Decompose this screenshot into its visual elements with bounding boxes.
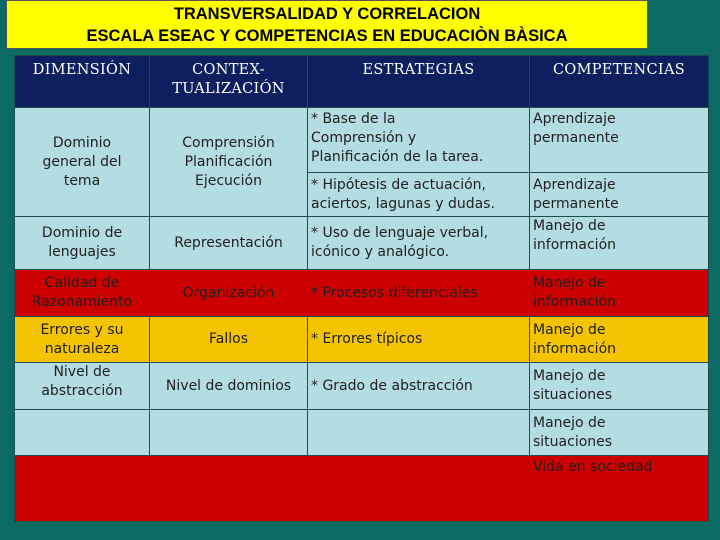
cell-line: Manejo de <box>533 368 606 384</box>
cell-line: icónico y analógico. <box>311 244 450 260</box>
cell-line: Fallos <box>209 331 248 347</box>
cell-contextualizacion <box>150 108 308 217</box>
table-row <box>15 270 709 317</box>
cell-empty <box>15 456 150 522</box>
cell-line: Vida en sociedad <box>533 459 653 475</box>
cell-empty <box>308 456 530 522</box>
cell-line: Nivel de dominios <box>165 377 292 394</box>
cell-contextualizacion <box>150 217 308 270</box>
cell-line: lenguajes <box>48 244 116 260</box>
title-line-1: TRANSVERSALIDAD Y CORRELACION <box>173 5 481 23</box>
cell-line: Comprensión y <box>311 130 417 146</box>
cell-line: información <box>533 237 617 253</box>
cell-line: información <box>533 340 617 357</box>
cell-line: naturaleza <box>44 340 120 357</box>
cell-line: Manejo de <box>533 321 606 338</box>
cell-competencias <box>530 410 709 456</box>
cell-line: * Uso de lenguaje verbal, <box>311 225 489 241</box>
cell-competencias <box>530 317 709 363</box>
cell-dimension <box>15 317 150 363</box>
cell-competencias <box>530 217 709 270</box>
cell-line: * Grado de abstracción <box>311 377 473 394</box>
cell-empty <box>15 410 150 456</box>
cell-line: general del <box>42 153 122 170</box>
header-competencias: COMPETENCIAS <box>530 56 709 108</box>
cell-estrategias <box>308 217 530 270</box>
cell-competencias <box>530 270 709 317</box>
cell-competencias <box>530 173 709 217</box>
cell-contextualizacion <box>150 317 308 363</box>
cell-empty <box>150 410 308 456</box>
cell-line: Manejo de <box>533 275 606 291</box>
cell-dimension <box>15 270 150 317</box>
cell-line: información <box>533 294 617 310</box>
cell-empty <box>150 456 308 522</box>
cell-competencias <box>530 108 709 173</box>
cell-estrategias <box>308 173 530 217</box>
cell-line: Organización <box>182 284 275 301</box>
cell-line: Razonamiento <box>31 294 133 310</box>
header-dimension: DIMENSIÓN <box>15 56 150 108</box>
cell-line: Planificación de la tarea. <box>311 149 484 165</box>
cell-line: Errores y su <box>40 321 124 338</box>
cell-line: Representación <box>174 234 283 251</box>
cell-line: Comprensión <box>182 134 275 151</box>
table-header-row <box>15 56 709 108</box>
header-contextualizacion-line2: TUALIZACIÓN <box>172 81 285 97</box>
cell-competencias <box>530 456 709 522</box>
cell-line: * Base de la <box>311 111 396 127</box>
cell-line: situaciones <box>533 387 613 403</box>
cell-line: * Hipótesis de actuación, <box>311 176 486 193</box>
correlation-table <box>14 55 709 522</box>
cell-line: Dominio de <box>41 225 123 241</box>
cell-line: * Procesos diferenciales <box>311 284 478 301</box>
cell-contextualizacion <box>150 363 308 410</box>
cell-estrategias <box>308 270 530 317</box>
header-estrategias: ESTRATEGIAS <box>308 56 530 108</box>
cell-contextualizacion <box>150 270 308 317</box>
cell-line: * Errores típicos <box>311 331 423 347</box>
table-row <box>15 217 709 270</box>
cell-line: permanente <box>533 195 619 212</box>
table-row <box>15 363 709 410</box>
slide-title <box>6 0 648 49</box>
cell-line: Calidad de <box>44 275 120 291</box>
cell-line: Manejo de <box>533 414 606 431</box>
cell-dimension <box>15 108 150 217</box>
table-row <box>15 317 709 363</box>
cell-line: Dominio <box>52 134 112 151</box>
table-row <box>15 410 709 456</box>
title-line-2: ESCALA ESEAC Y COMPETENCIAS EN EDUCACIÒN BÀSICA <box>86 27 568 45</box>
cell-estrategias <box>308 363 530 410</box>
cell-dimension <box>15 363 150 410</box>
cell-dimension <box>15 217 150 270</box>
cell-empty <box>308 410 530 456</box>
cell-line: situaciones <box>533 433 613 450</box>
table-row <box>15 456 709 522</box>
cell-line: Aprendizaje <box>533 111 616 127</box>
header-contextualizacion <box>150 56 308 108</box>
table-row <box>15 108 709 173</box>
cell-line: tema <box>63 172 101 189</box>
cell-line: Manejo de <box>533 218 606 234</box>
cell-estrategias <box>308 317 530 363</box>
cell-line: Nivel de <box>53 364 111 380</box>
cell-competencias <box>530 363 709 410</box>
cell-line: Aprendizaje <box>533 176 616 193</box>
header-contextualizacion-line1: CONTEX- <box>192 62 265 78</box>
cell-line: Ejecución <box>195 172 262 189</box>
cell-line: permanente <box>533 130 619 146</box>
cell-line: Planificación <box>184 153 273 170</box>
cell-estrategias <box>308 108 530 173</box>
cell-line: abstracción <box>41 383 123 399</box>
cell-line: aciertos, lagunas y dudas. <box>311 195 495 212</box>
